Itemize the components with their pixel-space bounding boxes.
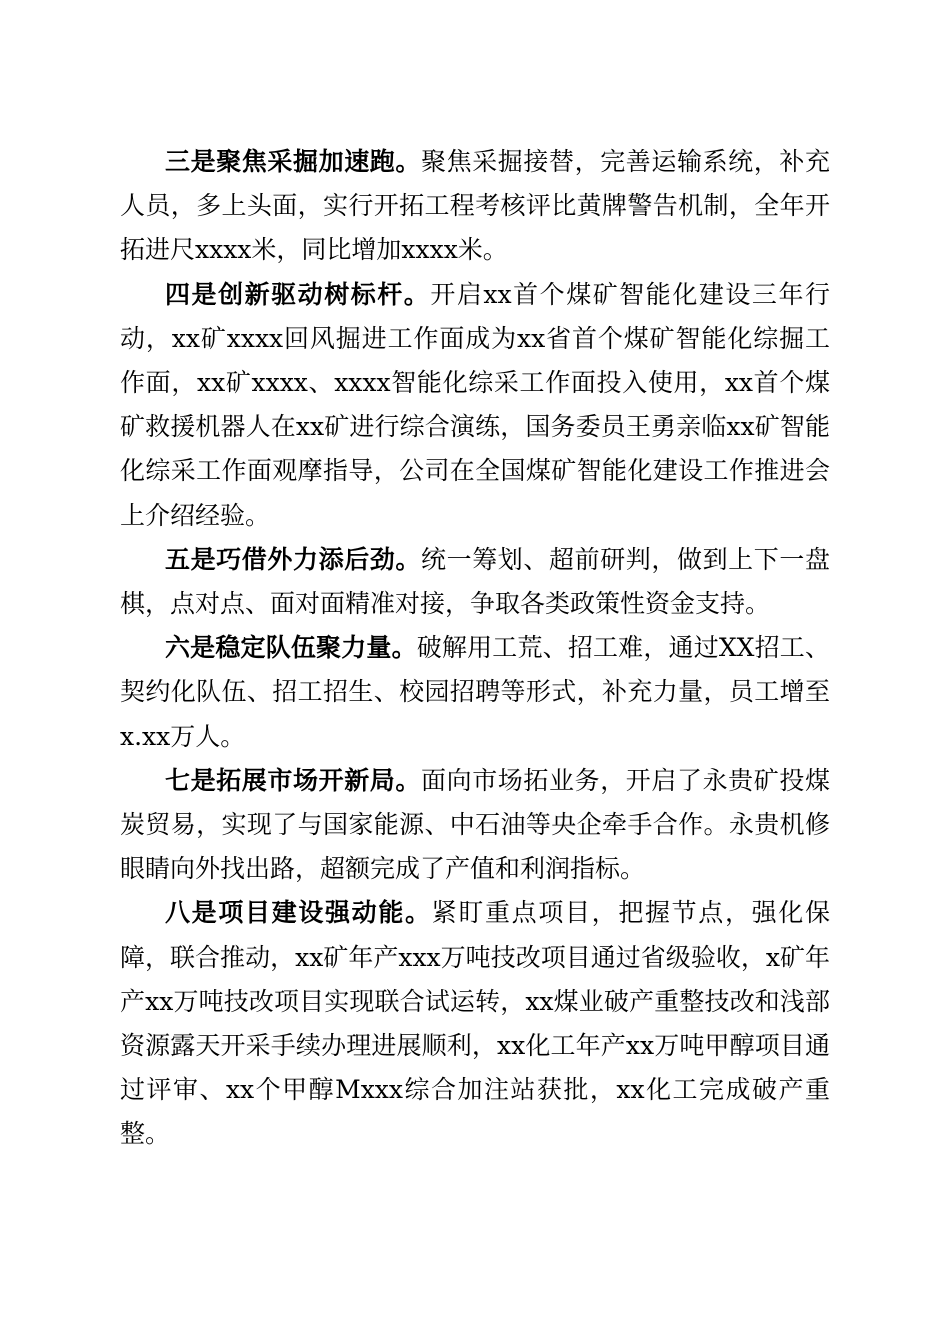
paragraph-8-body: 紧盯重点项目，把握节点，强化保障，联合推动，xx矿年产xxx万吨技改项目通过省级验收，x矿年产xx万吨技改项目实现联合试运转，xx煤业破产重整技改和浅部资源露天开采手续办理进展顺利，xx化工年产xx万吨甲醇项目通过评审、xx个甲醇Mxxx综合加注站获批，xx化工完成破产重整。 <box>120 898 830 1149</box>
paragraph-5-lead: 五是巧借外力添后劲。 <box>165 544 421 574</box>
paragraph-8-lead: 八是项目建设强动能。 <box>165 898 432 928</box>
paragraph-6 <box>120 626 830 759</box>
paragraph-8 <box>120 891 830 1156</box>
document-page <box>120 140 830 1157</box>
paragraph-4-lead: 四是创新驱动树标杆。 <box>165 279 431 309</box>
paragraph-5 <box>120 538 830 626</box>
paragraph-3 <box>120 140 830 273</box>
paragraph-6-body: 破解用工荒、招工难，通过XX招工、契约化队伍、招工招生、校园招聘等形式，补充力量，员工增至x.xx万人。 <box>120 633 830 751</box>
paragraph-6-lead: 六是稳定队伍聚力量。 <box>165 633 417 663</box>
paragraph-4-body: 开启xx首个煤矿智能化建设三年行动，xx矿xxxx回风掘进工作面成为xx省首个煤矿智能化综掘工作面，xx矿xxxx、xxxx智能化综采工作面投入使用，xx首个煤矿救援机器人在xx矿进行综合演练，国务委员王勇亲临xx矿智能化综采工作面观摩指导，公司在全国煤矿智能化建设工作推进会上介绍经验。 <box>120 279 830 530</box>
paragraph-3-body: 聚焦采掘接替，完善运输系统，补充人员，多上头面，实行开拓工程考核评比黄牌警告机制，全年开拓进尺xxxx米，同比增加xxxx米。 <box>120 147 830 265</box>
paragraph-7-lead: 七是拓展市场开新局。 <box>165 765 421 795</box>
paragraph-5-body: 统一筹划、超前研判，做到上下一盘棋，点对点、面对面精准对接，争取各类政策性资金支持。 <box>120 544 830 619</box>
paragraph-4 <box>120 273 830 538</box>
paragraph-7-body: 面向市场拓业务，开启了永贵矿投煤炭贸易，实现了与国家能源、中石油等央企牵手合作。永贵机修眼睛向外找出路，超额完成了产值和利润指标。 <box>120 765 830 884</box>
paragraph-7 <box>120 759 830 892</box>
paragraph-3-lead: 三是聚焦采掘加速跑。 <box>165 147 421 176</box>
